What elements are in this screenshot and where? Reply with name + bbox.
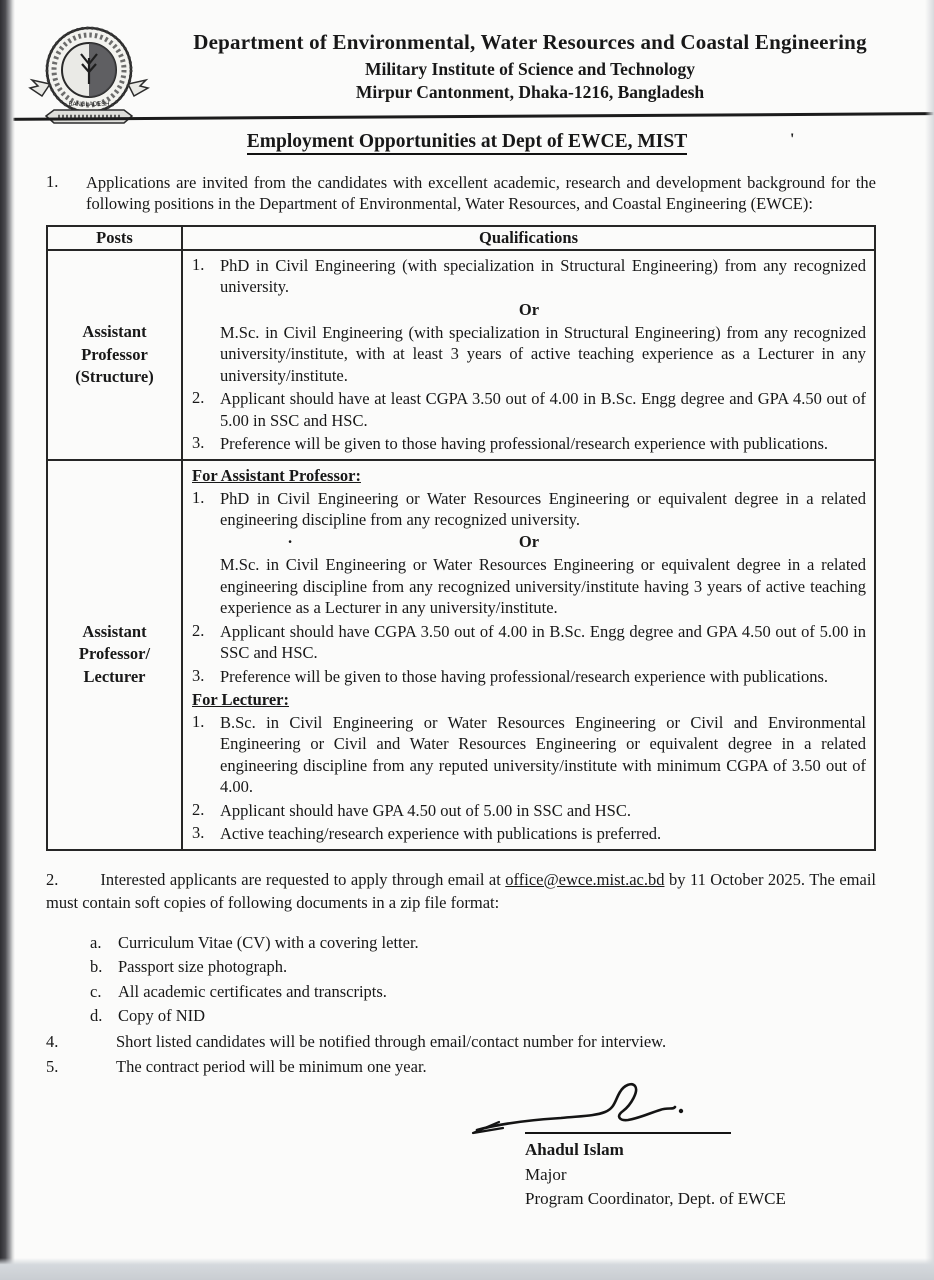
qualification-item xyxy=(192,488,866,531)
mist-seal-logo xyxy=(28,24,150,132)
post-assistant-professor-structure: Assistant Professor (Structure) xyxy=(47,250,182,460)
list-item-letter: b. xyxy=(90,957,103,977)
or-label: Or xyxy=(518,532,540,552)
scan-speck: . xyxy=(288,528,293,548)
signature-flourish xyxy=(473,1122,503,1133)
item-number: 1. xyxy=(192,487,205,507)
handwritten-signature xyxy=(469,1078,709,1140)
institute-address: Mirpur Cantonment, Dhaka-1216, Bangladesh xyxy=(355,82,705,102)
scan-edge-left xyxy=(0,0,15,1280)
item-number: 1. xyxy=(192,712,205,732)
item-number: 2. xyxy=(192,799,205,819)
list-item xyxy=(90,931,876,955)
item-text: Preference will be given to those having professional/research experience with publications. xyxy=(220,434,828,454)
signature-dot xyxy=(679,1109,683,1113)
signature-stroke xyxy=(477,1085,675,1131)
item-number: 3. xyxy=(192,823,205,843)
mist-seal-icon xyxy=(28,24,150,132)
qualifications-cell xyxy=(182,250,875,460)
document-body xyxy=(0,153,934,1210)
item-text: Preference will be given to those having professional/research experience with publications. xyxy=(220,666,828,686)
table-row xyxy=(47,460,875,850)
seal-ribbon-right xyxy=(128,80,148,96)
qualification-item xyxy=(192,255,866,298)
qualification-item xyxy=(192,388,866,431)
item-text: B.Sc. in Civil Engineering or Water Resources Engineering or Civil and Environmental Engineering or Civil and Water Resources Engineering or equivalent degree in a related engineering discipline from any reputed university/institute with minimum CGPA of 3.50 out of 4.00. xyxy=(220,713,866,797)
positions-table xyxy=(46,225,876,851)
list-item-text: Curriculum Vitae (CV) with a covering letter. xyxy=(118,933,419,952)
item-number: 3. xyxy=(192,665,205,685)
column-header-qualifications: Qualifications xyxy=(182,226,875,250)
institute-name: Military Institute of Science and Technology xyxy=(364,59,696,79)
paragraph-4-text: Short listed candidates will be notified through email/contact number for interview. xyxy=(116,1031,667,1051)
qualification-item xyxy=(192,621,866,664)
paragraph-2-number: 2. xyxy=(46,869,59,889)
scan-edge-right xyxy=(925,0,934,1280)
section-heading-assistant-professor: For Assistant Professor: xyxy=(192,465,361,485)
paragraph-2-text-before: Interested applicants are requested to apply through email at xyxy=(100,869,506,889)
item-number: 2. xyxy=(192,620,205,640)
alternative-qualification-text: M.Sc. in Civil Engineering or Water Resources Engineering or equivalent degree in a related engineering discipline from any recognized university/institute having 3 years of active teaching experience as a Lecturer in any university/institute. xyxy=(220,555,866,618)
item-number: 1. xyxy=(192,255,205,275)
application-email-address: office@ewce.mist.ac.bd xyxy=(505,869,665,889)
paragraph-5 xyxy=(46,1055,876,1079)
signatory-name: Ahadul Islam xyxy=(525,1140,624,1160)
item-text: Applicant should have GPA 4.50 out of 5.00 in SSC and HSC. xyxy=(220,800,631,820)
item-text: PhD in Civil Engineering (with specialization in Structural Engineering) from any recognized university. xyxy=(220,256,866,297)
paragraph-2-text-after: by 11 October 2025. The email must contain soft copies of following documents in a zip file format: xyxy=(46,869,876,913)
qualification-item xyxy=(192,800,866,821)
list-item xyxy=(90,955,876,979)
item-number: 3. xyxy=(192,433,205,453)
signature-block xyxy=(517,1078,817,1209)
or-label: Or xyxy=(518,299,540,319)
paragraph-5-text: The contract period will be minimum one year. xyxy=(116,1056,427,1076)
column-header-posts: Posts xyxy=(47,226,182,250)
item-text: Active teaching/research experience with publications is preferred. xyxy=(220,824,662,844)
post-assistant-professor-lecturer: Assistant Professor/ Lecturer xyxy=(47,460,182,850)
alternative-qualification-text: M.Sc. in Civil Engineering (with specialization in Structural Engineering) from any recognized university/institute, with at least 3 years of active teaching experience as a Lecturer in any university/institute. xyxy=(220,322,866,385)
qualifications-cell xyxy=(182,460,875,850)
list-item-letter: c. xyxy=(90,981,102,1001)
paragraph-1-text: Applications are invited from the candidates with excellent academic, research and development background for the following positions in the Department of Environmental, Water Resources, and Coastal Engineering (EWCE): xyxy=(86,172,876,214)
signatory-rank: Major xyxy=(525,1164,567,1184)
qualification-item xyxy=(192,712,866,798)
list-item-letter: d. xyxy=(90,1006,103,1026)
list-item xyxy=(90,980,876,1004)
department-name: Department of Environmental, Water Resources and Coastal Engineering xyxy=(193,30,867,54)
table-row xyxy=(47,250,875,460)
qualification-item xyxy=(192,666,866,687)
or-separator xyxy=(192,300,866,320)
paragraph-4 xyxy=(46,1030,876,1054)
scan-edge-bottom xyxy=(0,1258,934,1280)
list-item-text: Copy of NID xyxy=(118,1006,206,1026)
section-heading-lecturer: For Lecturer: xyxy=(192,690,289,710)
qualification-item xyxy=(192,823,866,844)
paragraph-5-number: 5. xyxy=(46,1056,59,1076)
document-title: Employment Opportunities at Dept of EWCE, MIST xyxy=(247,131,687,155)
paragraph-4-number: 4. xyxy=(46,1031,59,1051)
title-row xyxy=(0,131,934,153)
item-number: 2. xyxy=(192,388,205,408)
required-documents-list xyxy=(90,931,876,1029)
qualification-item xyxy=(192,433,866,454)
item-text: PhD in Civil Engineering or Water Resources Engineering or equivalent degree in a related engineering discipline from any recognized university. xyxy=(220,488,866,529)
scan-speck: ' xyxy=(790,130,795,148)
letterhead xyxy=(0,0,934,108)
list-item-text: All academic certificates and transcripts. xyxy=(118,981,387,1001)
paragraph-2 xyxy=(46,868,876,915)
seal-country-label: BANGLADESH xyxy=(68,102,110,108)
seal-ribbon-left xyxy=(30,80,50,96)
table-header-row xyxy=(47,226,875,250)
paragraph-1 xyxy=(46,172,876,216)
list-item-letter: a. xyxy=(90,933,102,952)
item-text: Applicant should have at least CGPA 3.50 out of 4.00 in B.Sc. Engg degree and GPA 4.50 out of 5.00 in SSC and HSC. xyxy=(220,389,866,430)
paragraph-1-number: 1. xyxy=(46,171,59,191)
item-text: Applicant should have CGPA 3.50 out of 4.00 in B.Sc. Engg degree and GPA 4.50 out of 5.00 in SSC and HSC. xyxy=(220,621,866,663)
list-item-text: Passport size photograph. xyxy=(118,957,288,977)
signatory-title: Program Coordinator, Dept. of EWCE xyxy=(525,1188,786,1208)
or-separator xyxy=(192,528,866,552)
list-item xyxy=(90,1004,876,1028)
